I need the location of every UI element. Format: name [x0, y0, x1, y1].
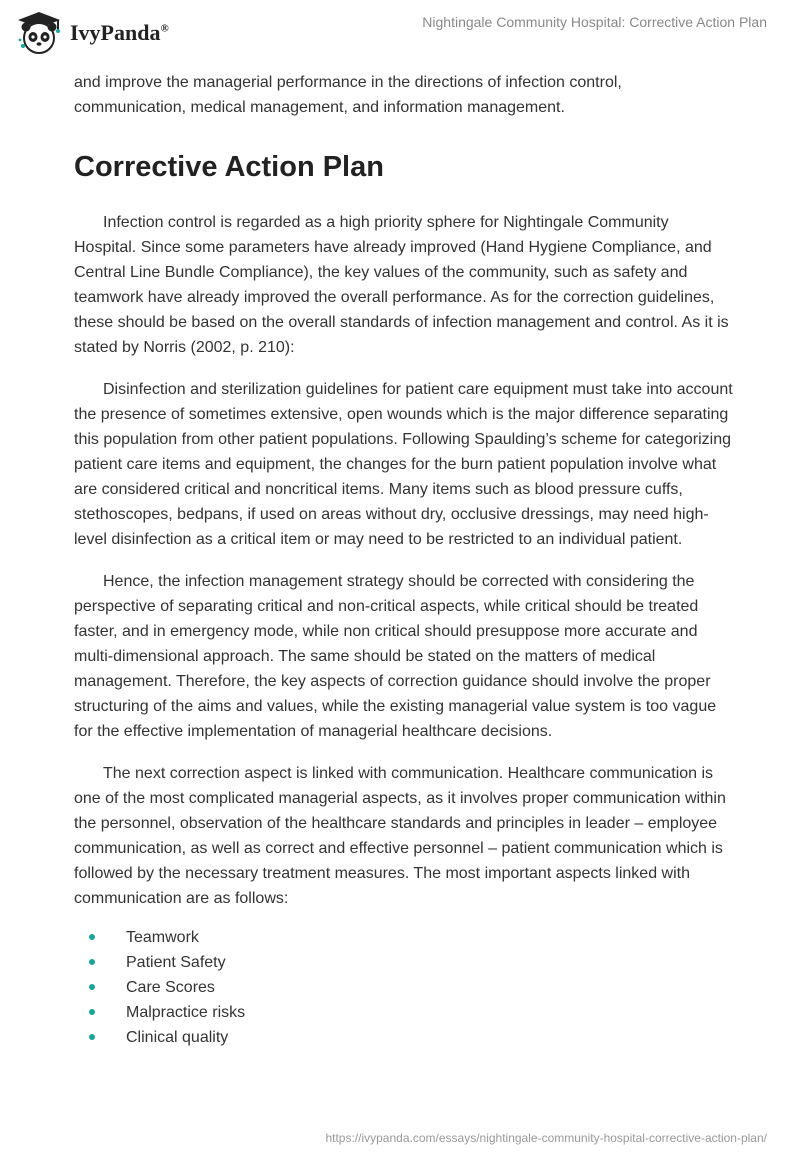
paragraph-quote: Disinfection and sterilization guidelines for patient care equipment must take into account the presence of sometimes extensive, open wounds which is the major difference separating this population from other patient populations. Following Spaulding’s scheme for categorizing patient care items and equipment, the changes for the burn patient population involve what are considered critical and noncritical items. Many items such as blood pressure cuffs, stethoscopes, bedpans, if used on areas without dry, occlusive dressings, may need high-level disinfection as a critical item or may need to be restricted to an individual patient.: [74, 381, 733, 548]
essay-content: [74, 70, 734, 1050]
list-item: Malpractice risks: [74, 1000, 734, 1025]
logo-wordmark: IvyPanda®: [70, 20, 169, 45]
bullet-icon: [89, 959, 95, 965]
paragraph-communication: The next correction aspect is linked with communication. Healthcare communication is one of the most complicated managerial aspects, as it involves proper communication within the personnel, observation of the healthcare standards and principles in leader – employee communication, as well as correct and effective personnel – patient communication which is followed by the necessary treatment measures. The most important aspects linked with communication are as follows:: [74, 765, 726, 907]
list-item: Teamwork: [74, 925, 734, 950]
bullet-icon: [89, 1009, 95, 1015]
paragraph-infection-control: Infection control is regarded as a high priority sphere for Nightingale Community Hospital. Since some parameters have already improved (Hand Hygiene Compliance, and Central Line Bundle Compliance), the key values of the community, such as safety and teamwork have already improved the overall performance. As for the correction guidelines, these should be based on the overall standards of infection management and control. As it is stated by Norris (2002, p. 210):: [74, 214, 729, 356]
bullet-icon: [89, 1034, 95, 1040]
list-item: Clinical quality: [74, 1025, 734, 1050]
panda-mascot-icon: [14, 10, 64, 56]
page-header: [0, 0, 800, 66]
ivypanda-logo[interactable]: [14, 10, 169, 56]
source-url[interactable]: https://ivypanda.com/essays/nightingale-community-hospital-corrective-action-plan/: [325, 1131, 767, 1145]
bullet-icon: [89, 984, 95, 990]
section-heading: Corrective Action Plan: [74, 151, 384, 183]
lead-paragraph: and improve the managerial performance in the directions of infection control, communication, medical management, and information management.: [74, 74, 622, 116]
list-item: Patient Safety: [74, 950, 734, 975]
document-title: Nightingale Community Hospital: Corrective Action Plan: [422, 14, 767, 30]
list-item: Care Scores: [74, 975, 734, 1000]
paragraph-infection-strategy: Hence, the infection management strategy should be corrected with considering the perspective of separating critical and non-critical aspects, while critical should be treated faster, and in emergency mode, while non critical should presuppose more accurate and multi-dimensional approach. The same should be stated on the matters of medical management. Therefore, the key aspects of correction guidance should involve the proper structuring of the aims and values, while the existing managerial value system is too vague for the effective implementation of managerial healthcare decisions.: [74, 573, 717, 740]
communication-aspects-list: [74, 925, 734, 1050]
bullet-icon: [89, 934, 95, 940]
